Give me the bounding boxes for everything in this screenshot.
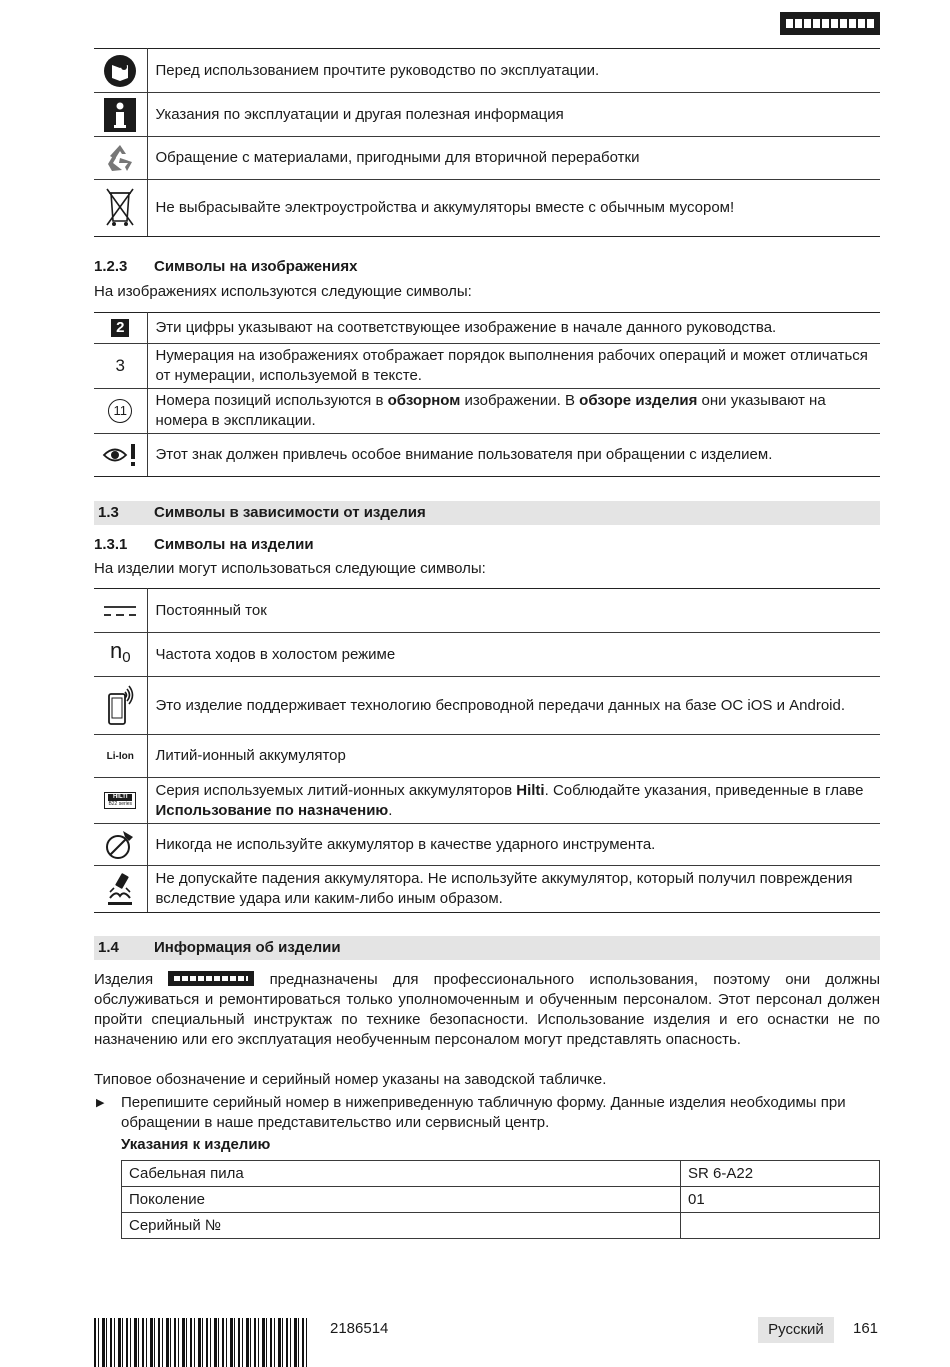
list-item: Не допускайте падения аккумулятора. Не используйте аккумулятор, который получил повреждения вследствие удара или каким-либо иным образом. [147, 866, 880, 913]
hilti-inline-logo [168, 971, 254, 986]
instruction-bullet [94, 1093, 880, 1133]
list-item: Серия используемых литий-ионных аккумуляторов Hilti. Соблюдайте указания, приведенные в главе Использование по назначению. [147, 778, 880, 824]
table-row [122, 1161, 880, 1187]
page-number: 161 [853, 1320, 879, 1337]
idle-speed-icon: $n_0$ [94, 633, 147, 677]
table-cell-label: Поколение [122, 1187, 681, 1213]
battery-series-icon: HILTI B22 series [94, 778, 147, 824]
bullet-text: Перепишите серийный номер в нижеприведенную табличную форму. Данные изделия необходимы при обращении в наше представительство или сервисный центр. [121, 1094, 846, 1131]
language-label: Русский [758, 1317, 834, 1343]
table-row [94, 866, 880, 913]
product-table-title: Указания к изделию [121, 1136, 271, 1153]
info-icon [94, 93, 147, 137]
list-item: Литий-ионный аккумулятор [147, 735, 880, 778]
table-row [94, 344, 880, 389]
table-row [94, 434, 880, 477]
section-heading: 1.2.3 Символы на изображениях [94, 258, 358, 275]
product-info-paragraph: Изделия предназначены для профессионального использования, поэтому они должны обслуживаться и ремонтироваться только уполномоченным и обученным персоналом. Этот персонал должен пройти специальный инструктаж по технике безопасности. Использование изделия и его оснастки не по назначению или его эксплуатация необученным персоналом могут представлять опасность. [94, 971, 881, 1048]
bullet-arrow-icon: ▶ [96, 1097, 105, 1109]
table-row [94, 137, 880, 180]
hilti-logo [780, 12, 880, 35]
section-heading-band: 1.4 Информация об изделии [94, 936, 880, 960]
image-symbols-table [94, 312, 880, 477]
section-intro: На изделии могут использоваться следующие символы: [94, 560, 486, 577]
section-heading-band: 1.3 Символы в зависимости от изделия [94, 501, 880, 525]
section-heading: 1.3.1 Символы на изделии [94, 536, 314, 553]
table-cell-label: Сабельная пила [122, 1161, 681, 1187]
table-row [94, 93, 880, 137]
table-row [94, 677, 880, 735]
table-row [122, 1187, 880, 1213]
list-item: Нумерация на изображениях отображает порядок выполнения рабочих операций и может отличаться от нумерации, используемой в тексте. [147, 344, 880, 389]
table-row [94, 313, 880, 344]
table-row [122, 1213, 880, 1239]
product-symbols-table [94, 588, 880, 913]
direct-current-icon [94, 589, 147, 633]
list-item: Постоянный ток [147, 589, 880, 633]
general-symbols-table [94, 48, 880, 237]
table-row [94, 180, 880, 237]
table-row [94, 589, 880, 633]
nameplate-paragraph: Типовое обозначение и серийный номер указаны на заводской табличке. [94, 1071, 607, 1088]
barcode [94, 1318, 310, 1367]
step-number-icon: 3 [94, 344, 147, 389]
list-item: Эти цифры указывают на соответствующее изображение в начале данного руководства. [147, 313, 880, 344]
table-row [94, 778, 880, 824]
attention-eye-icon [94, 434, 147, 477]
no-hammer-icon [94, 824, 147, 866]
table-cell-value: 01 [681, 1187, 880, 1213]
list-item: Указания по эксплуатации и другая полезная информация [147, 93, 880, 137]
table-row [94, 389, 880, 434]
manual-icon [94, 49, 147, 93]
list-item: Частота ходов в холостом режиме [147, 633, 880, 677]
li-ion-icon: Li-Ion [94, 735, 147, 778]
list-item: Обращение с материалами, пригодными для вторичной переработки [147, 137, 880, 180]
table-row [94, 49, 880, 93]
list-item: Этот знак должен привлечь особое внимание пользователя при обращении с изделием. [147, 434, 880, 477]
serial-number-cell[interactable] [681, 1213, 880, 1239]
doc-number: 2186514 [330, 1320, 389, 1337]
wireless-phone-icon [94, 677, 147, 735]
position-number-icon: 11 [94, 389, 147, 434]
product-data-table [121, 1160, 880, 1239]
list-item: Перед использованием прочтите руководство по эксплуатации. [147, 49, 880, 93]
table-row [94, 633, 880, 677]
list-item: Номера позиций используются в обзорном изображении. В обзоре изделия они указывают на номера в экспликации. [147, 389, 880, 434]
figure-number-icon: 2 [94, 313, 147, 344]
crossed-bin-icon [94, 180, 147, 237]
table-row [94, 824, 880, 866]
table-row [94, 735, 880, 778]
list-item: Никогда не используйте аккумулятор в качестве ударного инструмента. [147, 824, 880, 866]
table-cell-label: Серийный № [122, 1213, 681, 1239]
section-intro: На изображениях используются следующие символы: [94, 283, 472, 300]
list-item: Не выбрасывайте электроустройства и аккумуляторы вместе с обычным мусором! [147, 180, 880, 237]
list-item: Это изделие поддерживает технологию беспроводной передачи данных на базе ОС iOS и Android. [147, 677, 880, 735]
recycle-icon [94, 137, 147, 180]
table-cell-value: SR 6-A22 [681, 1161, 880, 1187]
no-drop-icon [94, 866, 147, 913]
